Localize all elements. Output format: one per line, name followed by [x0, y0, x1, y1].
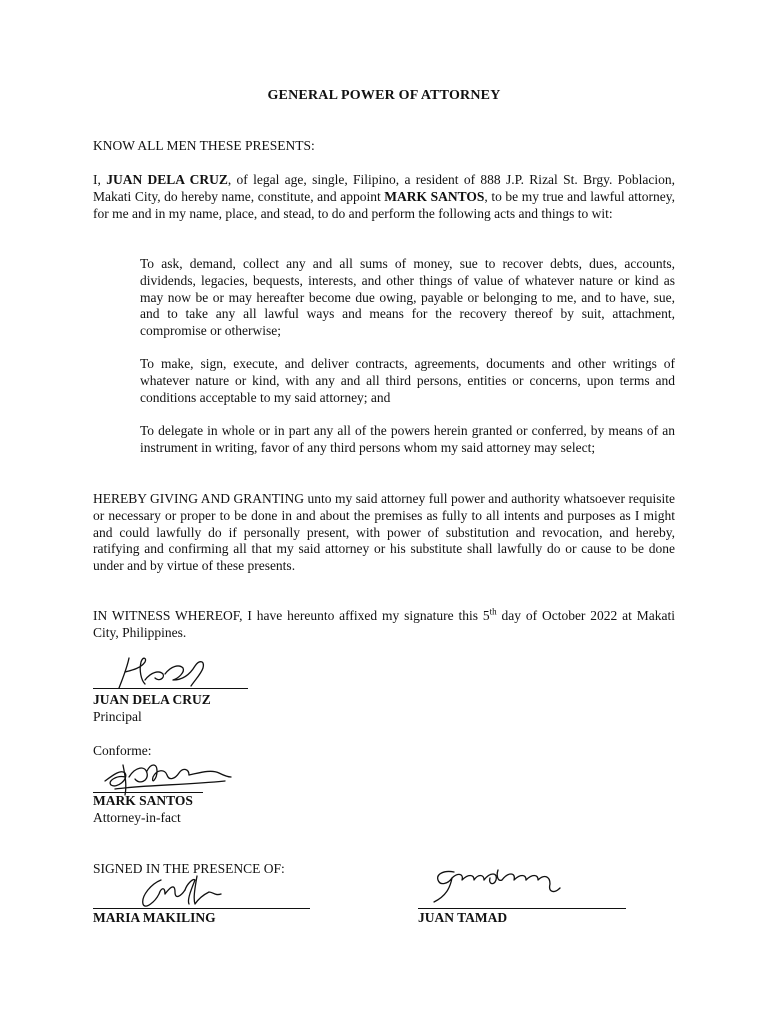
intro-text-1: I,: [93, 172, 107, 187]
presence-label: SIGNED IN THE PRESENCE OF:: [93, 861, 285, 876]
attorney-signature: [95, 755, 235, 797]
power-item-1: To ask, demand, collect any and all sums of money, sue to recover debts, dues, accounts, dividends, legacies, bequests, interests, and other things of value of whatever nature or kind as may now be or may hereafter become due owing, payable or belonging to me, and to have, sue, and to take any all lawful ways and means for the recovery thereof by suit, attachment, compromise or otherwise;: [140, 256, 675, 339]
witness-left-signature: [135, 872, 225, 912]
granting-clause: HEREBY GIVING AND GRANTING unto my said attorney full power and authority whatsoever requisite or necessary or proper to be done in and about the premises as fully to all intents and purposes as I might and could lawfully do if personally present, with power of substitution and revocation, and hereby, ratifying and confirming all that my said attorney or his substitute shall lawfully do or cause to be done under and by virtue of these presents.: [93, 491, 675, 574]
principal-signature-line: [93, 688, 248, 689]
conforme-label: Conforme:: [93, 743, 152, 758]
document-title: GENERAL POWER OF ATTORNEY: [267, 88, 501, 103]
principal-role: Principal: [93, 709, 142, 724]
witness-left-signature-line: [93, 908, 310, 909]
witness-right-signature-line: [418, 908, 626, 909]
intro-text-3: , to be my true and lawful attorney, for me and in my name, place, and stead, to do and perform the following acts and things to wit:: [93, 188, 675, 221]
power-item-2: To make, sign, execute, and deliver contracts, agreements, documents and other writings of whatever nature or kind, with any and all third persons, entities or concerns, upon terms and conditions acceptable to my said attorney; and: [140, 356, 675, 405]
witness-right-signature: [428, 862, 568, 906]
witness-text-2: day of October 2022 at Makati City, Philippines.: [93, 608, 675, 640]
principal-signature: [115, 650, 215, 692]
witness-right-name: JUAN TAMAD: [418, 910, 508, 925]
principal-name: JUAN DELA CRUZ: [93, 692, 211, 707]
witness-text-1: IN WITNESS WHEREOF, I have hereunto affixed my signature this 5: [93, 608, 490, 623]
attorney-name-inline: MARK SANTOS: [384, 188, 485, 204]
intro-text-2: , of legal age, single, Filipino, a resident of 888 J.P. Rizal St. Brgy. Poblacion, Makati City, do hereby name, constitute, and appoint: [93, 172, 676, 204]
day-ordinal-suffix: th: [489, 606, 497, 617]
power-item-3: To delegate in whole or in part any all of the powers herein granted or conferred, by means of an instrument in writing, favor of any third persons whom my said attorney may select;: [140, 423, 675, 455]
principal-name-inline: JUAN DELA CRUZ: [106, 172, 228, 187]
witness-clause: [93, 608, 675, 642]
attorney-name: MARK SANTOS: [93, 793, 193, 808]
attorney-role: Attorney-in-fact: [93, 810, 181, 825]
intro-paragraph: [93, 172, 675, 222]
witness-left-name: MARIA MAKILING: [93, 910, 216, 925]
salutation: KNOW ALL MEN THESE PRESENTS:: [93, 138, 315, 153]
